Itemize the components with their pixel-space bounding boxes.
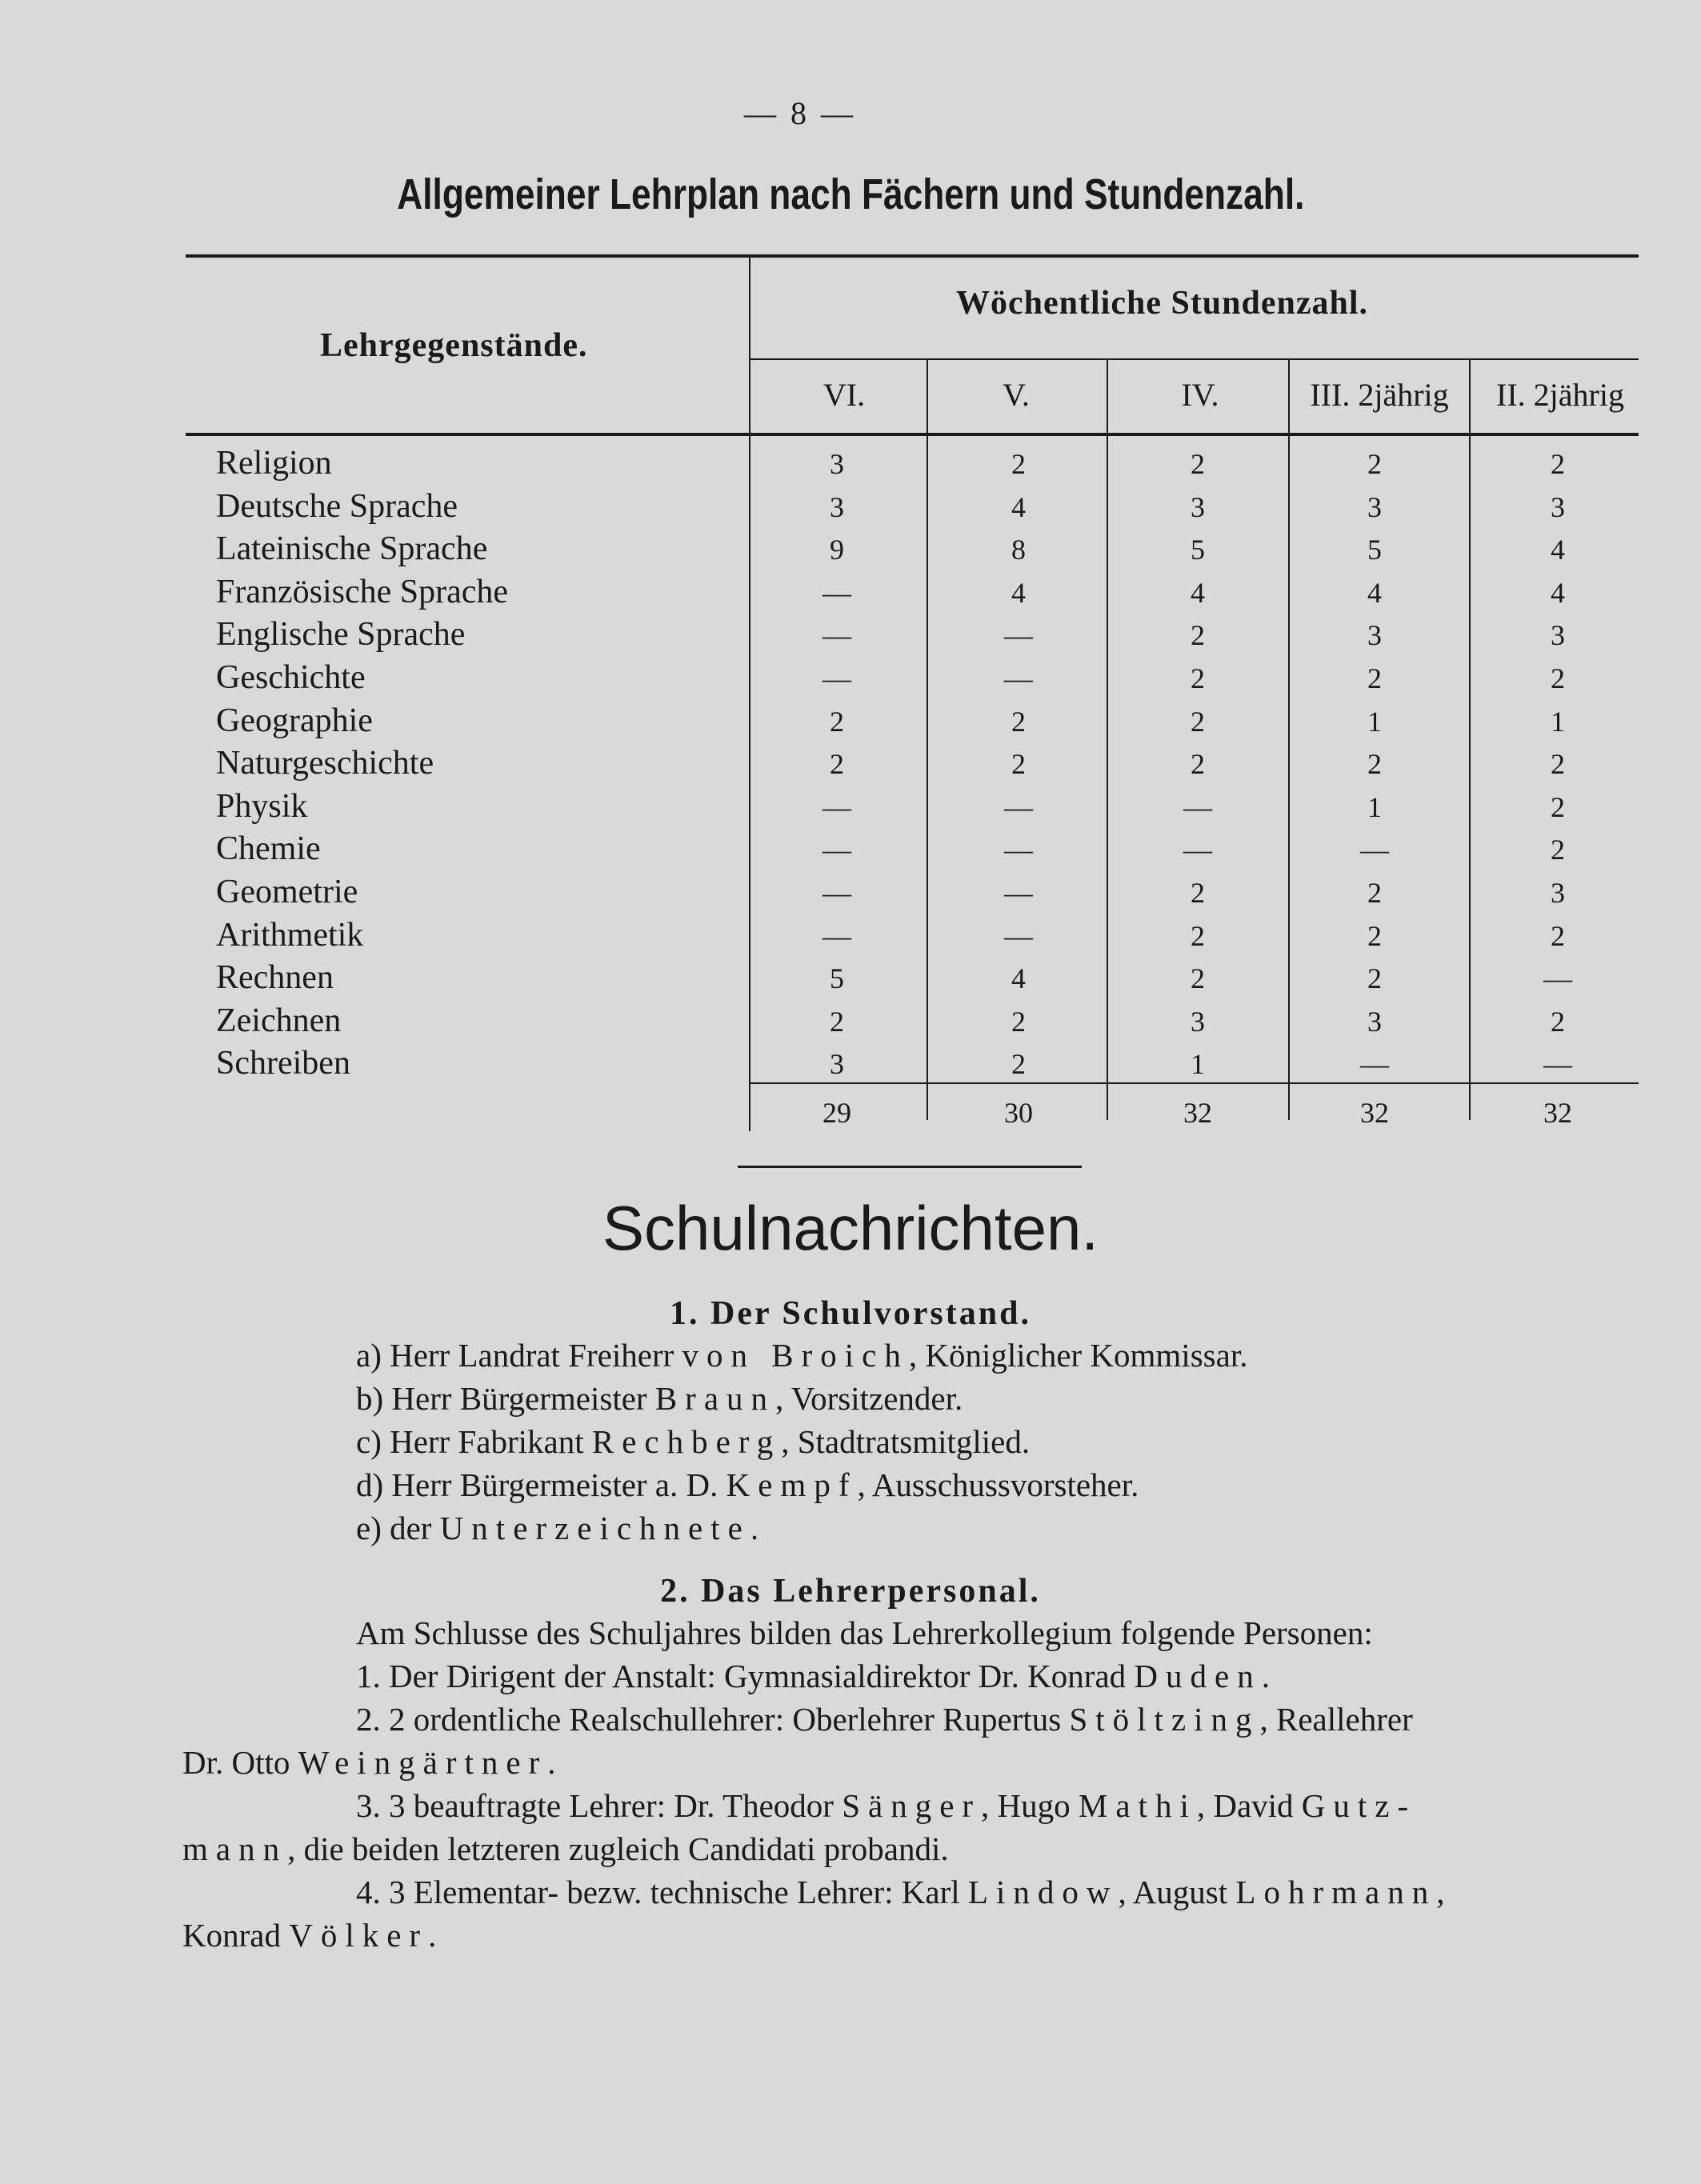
hours-cell: 5: [1191, 534, 1205, 566]
hours-cell: —: [1183, 834, 1212, 866]
subject-label: Deutsche Sprache: [216, 487, 458, 525]
hours-cell: —: [822, 834, 851, 866]
hours-cell: 3: [1367, 619, 1382, 652]
hours-cell: 3: [830, 448, 844, 480]
hours-cell: 2: [1191, 919, 1205, 952]
hours-cell: —: [1360, 834, 1389, 866]
hours-cell: 2: [1011, 705, 1026, 738]
hours-cell: 3: [1367, 1005, 1382, 1038]
subjects-header: Lehrgegenstände.: [320, 327, 588, 364]
hours-cell: —: [822, 576, 851, 609]
hours-cell: 2: [1011, 1005, 1026, 1038]
column-header-v: V.: [1003, 377, 1030, 413]
hours-cell: 4: [1011, 576, 1026, 609]
total-ii: 32: [1543, 1097, 1572, 1129]
table-top-rule: [186, 254, 1639, 258]
subject-label: Arithmetik: [216, 916, 364, 954]
column-header-vi: VI.: [822, 377, 866, 413]
col-divider-3: [1288, 360, 1290, 1120]
col-divider-2: [1107, 360, 1108, 1120]
hours-cell: 3: [1367, 490, 1382, 523]
hours-cell: 5: [1367, 534, 1382, 566]
subject-label: Englische Sprache: [216, 616, 466, 654]
subject-label: Geometrie: [216, 874, 358, 910]
hours-cell: 2: [1551, 748, 1565, 781]
hours-cell: 2: [1191, 448, 1205, 480]
totals-rule: [750, 1082, 1639, 1084]
hours-cell: 2: [1191, 705, 1205, 738]
hours-cell: 4: [1011, 490, 1026, 523]
hours-cell: 2: [1551, 662, 1565, 694]
hours-cell: 2: [830, 748, 844, 781]
hours-cell: 3: [1551, 619, 1565, 652]
board-item-a: a) Herr Landrat Freiherr von Broich, Königlicher Kommissar.: [356, 1337, 1248, 1374]
hours-cell: 2: [1551, 790, 1565, 823]
hours-cell: 3: [1551, 877, 1565, 909]
hours-cell: —: [1004, 662, 1033, 694]
board-heading: 1. Der Schulvorstand.: [670, 1295, 1031, 1332]
hours-cell: 2: [1367, 877, 1382, 909]
hours-cell: —: [1004, 919, 1033, 952]
col-divider-1: [927, 360, 928, 1120]
section-divider: [738, 1166, 1082, 1168]
total-iv: 32: [1183, 1097, 1212, 1129]
hours-cell: —: [822, 619, 851, 652]
header-bottom-rule: [186, 433, 1639, 436]
subject-label: Religion: [216, 445, 332, 482]
weekly-hours-header: Wöchentliche Stundenzahl.: [956, 285, 1369, 322]
school-news-heading: Schulnachrichten.: [602, 1193, 1099, 1263]
subject-divider: [749, 258, 750, 1131]
staff-item-3-line-2: mann, die beiden letzteren zugleich Candidati probandi.: [182, 1830, 949, 1867]
subject-label: Französische Sprache: [216, 573, 509, 610]
hours-cell: 2: [1367, 919, 1382, 952]
hours-cell: 2: [1191, 662, 1205, 694]
hours-cell: 1: [1367, 790, 1382, 823]
hours-cell: 4: [1011, 962, 1026, 995]
hours-cell: 4: [1191, 576, 1205, 609]
staff-item-4-line-2: Konrad Völker.: [182, 1917, 437, 1954]
hours-cell: 3: [1551, 490, 1565, 523]
hours-cell: 9: [830, 534, 844, 566]
total-iii: 32: [1360, 1097, 1389, 1129]
subject-label: Rechnen: [216, 959, 334, 997]
subject-label: Chemie: [216, 830, 321, 868]
hours-cell: —: [1004, 834, 1033, 866]
subject-label: Geschichte: [216, 659, 366, 696]
board-item-d: d) Herr Bürgermeister a. D. Kempf, Ausschussvorsteher.: [356, 1466, 1139, 1503]
hours-cell: 3: [830, 490, 844, 523]
column-header-ii: II. 2jährig: [1496, 377, 1624, 413]
hours-cell: —: [1183, 790, 1212, 823]
hours-cell: 4: [1551, 534, 1565, 566]
hours-cell: —: [1004, 790, 1033, 823]
subject-label: Physik: [216, 787, 308, 825]
staff-item-3-line-1: 3. 3 beauftragte Lehrer: Dr. Theodor Sänger, Hugo Mathi, David Gutz-: [356, 1787, 1417, 1824]
hours-cell: 1: [1367, 705, 1382, 738]
total-v: 30: [1004, 1097, 1033, 1129]
subject-label: Geographie: [216, 702, 373, 739]
hours-cell: —: [822, 662, 851, 694]
table-title: Allgemeiner Lehrplan nach Fächern und Stundenzahl.: [397, 170, 1305, 218]
hours-cell: 2: [1551, 1005, 1565, 1038]
hours-cell: 2: [1191, 962, 1205, 995]
column-header-iv: IV.: [1181, 377, 1219, 413]
hours-cell: 4: [1551, 576, 1565, 609]
hours-cell: —: [1543, 1048, 1572, 1081]
hours-cell: 3: [830, 1048, 844, 1081]
hours-cell: 2: [830, 1005, 844, 1038]
hours-cell: 2: [1011, 1048, 1026, 1081]
hours-cell: 2: [1551, 448, 1565, 480]
hours-cell: 2: [830, 705, 844, 738]
board-item-c: c) Herr Fabrikant Rechberg, Stadtratsmitglied.: [356, 1423, 1031, 1460]
subject-label: Zeichnen: [216, 1002, 342, 1039]
staff-item-4-line-1: 4. 3 Elementar- bezw. technische Lehrer: Karl Lindow, August Lohrmann,: [356, 1874, 1445, 1910]
weekly-header-rule: [750, 358, 1639, 360]
hours-cell: 2: [1011, 748, 1026, 781]
hours-cell: 2: [1367, 748, 1382, 781]
staff-heading: 2. Das Lehrerpersonal.: [660, 1573, 1041, 1610]
hours-cell: 2: [1367, 962, 1382, 995]
hours-cell: 2: [1551, 834, 1565, 866]
hours-cell: 1: [1191, 1048, 1205, 1081]
staff-intro: Am Schlusse des Schuljahres bilden das Lehrerkollegium folgende Personen:: [356, 1614, 1373, 1651]
hours-cell: —: [1004, 619, 1033, 652]
board-item-b: b) Herr Bürgermeister Braun, Vorsitzender.: [356, 1380, 963, 1417]
hours-cell: 4: [1367, 576, 1382, 609]
staff-item-2-line-2: Dr. Otto Weingärtner.: [182, 1744, 556, 1781]
hours-cell: 3: [1191, 1005, 1205, 1038]
column-header-iii: III. 2jährig: [1310, 377, 1449, 413]
hours-cell: 1: [1551, 705, 1565, 738]
hours-cell: 2: [1551, 919, 1565, 952]
hours-cell: 2: [1011, 448, 1026, 480]
hours-cell: 8: [1011, 534, 1026, 566]
hours-cell: 2: [1367, 448, 1382, 480]
hours-cell: 2: [1191, 619, 1205, 652]
hours-cell: —: [1360, 1048, 1389, 1081]
hours-cell: —: [1004, 877, 1033, 909]
hours-cell: 5: [830, 962, 844, 995]
hours-cell: —: [822, 877, 851, 909]
subject-label: Naturgeschichte: [216, 745, 434, 782]
subject-label: Lateinische Sprache: [216, 530, 488, 568]
hours-cell: —: [1543, 962, 1572, 995]
col-divider-4: [1469, 360, 1471, 1120]
subject-label: Schreiben: [216, 1045, 350, 1082]
staff-item-1: 1. Der Dirigent der Anstalt: Gymnasialdirektor Dr. Konrad Duden.: [356, 1658, 1270, 1694]
hours-cell: 2: [1367, 662, 1382, 694]
hours-cell: 3: [1191, 490, 1205, 523]
page-number: — 8 —: [744, 95, 856, 131]
staff-item-2-line-1: 2. 2 ordentliche Realschullehrer: Oberlehrer Rupertus Stöltzing, Reallehrer: [356, 1701, 1413, 1738]
hours-cell: 2: [1191, 877, 1205, 909]
board-item-e: e) der Unterzeichnete.: [356, 1510, 759, 1546]
hours-cell: 2: [1191, 748, 1205, 781]
total-vi: 29: [822, 1097, 851, 1129]
hours-cell: —: [822, 919, 851, 952]
hours-cell: —: [822, 790, 851, 823]
